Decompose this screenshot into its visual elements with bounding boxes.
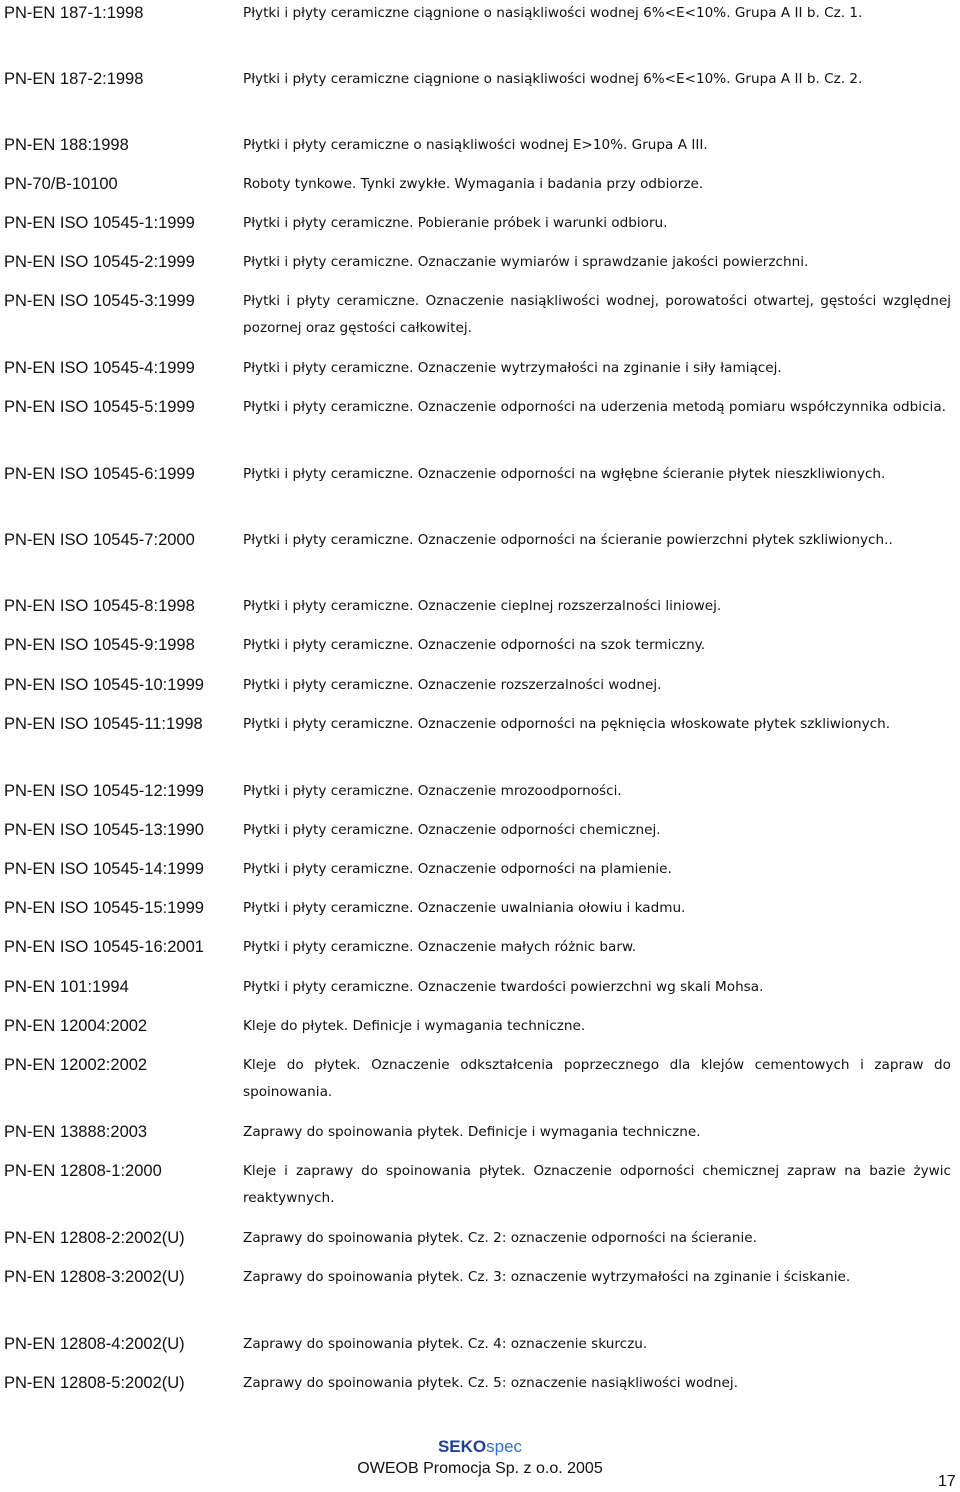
- sekospec-logo: [0, 1436, 960, 1458]
- standard-row: [0, 461, 960, 517]
- standard-description: Płytki i płyty ceramiczne. Oznaczenie wytrzymałości na zginanie i siły łamiącej.: [243, 360, 782, 376]
- standard-description: Kleje do płytek. Oznaczenie odkształcenia poprzecznego dla klejów cementowych i zapraw do spoinowania.: [243, 1057, 951, 1100]
- standard-code: PN-70/B-10100: [4, 175, 118, 193]
- standard-description: Płytki i płyty ceramiczne. Oznaczenie odporności na wgłębne ścieranie płytek nieszkliwionych.: [243, 466, 886, 482]
- standard-row: [0, 288, 960, 344]
- standard-row: [0, 1158, 960, 1214]
- standard-code: PN-EN ISO 10545-13:1990: [4, 821, 204, 839]
- standard-description: Płytki i płyty ceramiczne. Oznaczenie odporności na uderzenia metodą pomiaru współczynnika odbicia.: [243, 399, 946, 415]
- standard-code: PN-EN 12808-5:2002(U): [4, 1374, 185, 1392]
- standard-code: PN-EN 12808-4:2002(U): [4, 1335, 185, 1353]
- standard-description: Płytki i płyty ceramiczne. Oznaczenie odporności na szok termiczny.: [243, 637, 706, 653]
- standard-code: PN-EN 12808-1:2000: [4, 1162, 162, 1180]
- standard-code: PN-EN 12002:2002: [4, 1056, 148, 1074]
- standard-description: Płytki i płyty ceramiczne. Pobieranie próbek i warunki odbioru.: [243, 215, 668, 231]
- standard-code: PN-EN ISO 10545-15:1999: [4, 899, 204, 917]
- standard-code: PN-EN 187-2:1998: [4, 70, 144, 88]
- standard-code: PN-EN 188:1998: [4, 136, 129, 154]
- standard-description: Płytki i płyty ceramiczne. Oznaczenie rozszerzalności wodnej.: [243, 677, 662, 693]
- publisher-line: OWEOB Promocja Sp. z o.o. 2005: [357, 1460, 603, 1477]
- standard-code: PN-EN ISO 10545-7:2000: [4, 531, 195, 549]
- standard-code: PN-EN ISO 10545-4:1999: [4, 359, 195, 377]
- standard-description: Kleje do płytek. Definicje i wymagania techniczne.: [243, 1018, 586, 1034]
- standard-description: Płytki i płyty ceramiczne. Oznaczenie małych różnic barw.: [243, 939, 637, 955]
- standard-description: Kleje i zaprawy do spoinowania płytek. Oznaczenie odporności chemicznej zapraw na bazie żywic reaktywnych.: [243, 1163, 951, 1206]
- standard-description: Płytki i płyty ceramiczne. Oznaczenie odporności na plamienie.: [243, 861, 672, 877]
- standard-row: [0, 711, 960, 767]
- standard-description: Zaprawy do spoinowania płytek. Definicje i wymagania techniczne.: [243, 1124, 701, 1140]
- standard-description: Płytki i płyty ceramiczne. Oznaczenie cieplnej rozszerzalności liniowej.: [243, 598, 722, 614]
- standard-row: [0, 0, 960, 56]
- standard-description: Zaprawy do spoinowania płytek. Cz. 4: oznaczenie skurczu.: [243, 1336, 648, 1352]
- standard-description: Płytki i płyty ceramiczne. Oznaczenie nasiąkliwości wodnej, porowatości otwartej, gęstości względnej pozornej oraz gęstości całkowitej.: [243, 293, 951, 336]
- standard-row: [0, 1264, 960, 1320]
- standard-code: PN-EN ISO 10545-16:2001: [4, 938, 204, 956]
- logo-text-spec: spec: [486, 1437, 523, 1456]
- standard-description: Płytki i płyty ceramiczne ciągnione o nasiąkliwości wodnej 6%<E<10%. Grupa A II b. Cz. 2.: [243, 71, 863, 87]
- standard-description: Roboty tynkowe. Tynki zwykłe. Wymagania i badania przy odbiorze.: [243, 176, 704, 192]
- standard-code: PN-EN ISO 10545-6:1999: [4, 465, 195, 483]
- logo-text-seko: SEKO: [437, 1437, 487, 1456]
- standard-code: PN-EN ISO 10545-12:1999: [4, 782, 204, 800]
- standard-description: Płytki i płyty ceramiczne o nasiąkliwości wodnej E>10%. Grupa A III.: [243, 137, 708, 153]
- standard-code: PN-EN ISO 10545-2:1999: [4, 253, 195, 271]
- standard-row: [0, 1370, 960, 1426]
- standard-code: PN-EN 12004:2002: [4, 1017, 148, 1035]
- standard-code: PN-EN ISO 10545-8:1998: [4, 597, 195, 615]
- standard-code: PN-EN ISO 10545-14:1999: [4, 860, 204, 878]
- standard-description: Płytki i płyty ceramiczne. Oznaczenie odporności chemicznej.: [243, 822, 661, 838]
- standard-code: PN-EN ISO 10545-3:1999: [4, 292, 195, 310]
- standard-code: PN-EN 13888:2003: [4, 1123, 148, 1141]
- standard-description: Płytki i płyty ceramiczne. Oznaczanie wymiarów i sprawdzanie jakości powierzchni.: [243, 254, 809, 270]
- standard-code: PN-EN 12808-3:2002(U): [4, 1268, 185, 1286]
- standard-description: Zaprawy do spoinowania płytek. Cz. 2: oznaczenie odporności na ścieranie.: [243, 1230, 757, 1246]
- standard-row: [0, 394, 960, 450]
- standard-description: Płytki i płyty ceramiczne ciągnione o nasiąkliwości wodnej 6%<E<10%. Grupa A II b. Cz. 1.: [243, 5, 863, 21]
- standard-code: PN-EN ISO 10545-11:1998: [4, 715, 203, 733]
- page-number: 17: [938, 1473, 956, 1490]
- standard-description: Płytki i płyty ceramiczne. Oznaczenie mrozoodporności.: [243, 783, 622, 799]
- standard-description: Zaprawy do spoinowania płytek. Cz. 3: oznaczenie wytrzymałości na zginanie i ściskanie.: [243, 1269, 851, 1285]
- standard-row: [0, 66, 960, 122]
- standard-description: Płytki i płyty ceramiczne. Oznaczenie odporności na pęknięcia włoskowate płytek szkliwionych.: [243, 716, 891, 732]
- standard-code: PN-EN ISO 10545-10:1999: [4, 676, 204, 694]
- standard-code: PN-EN ISO 10545-5:1999: [4, 398, 195, 416]
- standard-code: PN-EN ISO 10545-1:1999: [4, 214, 195, 232]
- standard-row: [0, 527, 960, 583]
- standard-description: Płytki i płyty ceramiczne. Oznaczenie odporności na ścieranie powierzchni płytek szkliwionych..: [243, 532, 893, 548]
- standard-code: PN-EN 187-1:1998: [4, 4, 144, 22]
- standard-code: PN-EN ISO 10545-9:1998: [4, 636, 195, 654]
- standard-description: Zaprawy do spoinowania płytek. Cz. 5: oznaczenie nasiąkliwości wodnej.: [243, 1375, 738, 1391]
- standard-description: Płytki i płyty ceramiczne. Oznaczenie twardości powierzchni wg skali Mohsa.: [243, 979, 764, 995]
- standard-code: PN-EN 12808-2:2002(U): [4, 1229, 185, 1247]
- standard-row: [0, 1052, 960, 1108]
- standard-description: Płytki i płyty ceramiczne. Oznaczenie uwalniania ołowiu i kadmu.: [243, 900, 686, 916]
- page-footer: [0, 1436, 960, 1480]
- standard-code: PN-EN 101:1994: [4, 978, 129, 996]
